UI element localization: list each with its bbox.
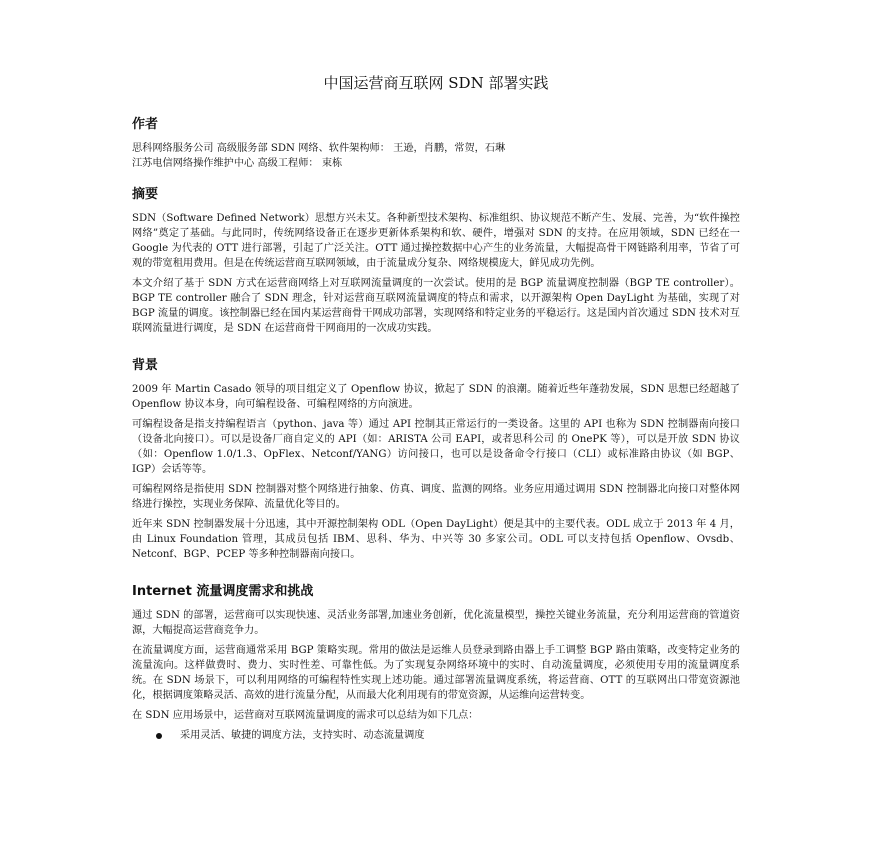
background-paragraph: 可编程网络是指使用 SDN 控制器对整个网络进行抽象、仿真、调度、监测的网络。业务应用通过调用 SDN 控制器北向接口对整体网络进行操控，实现业务保障、流量优化等目的。 — [132, 484, 740, 510]
list-item-text: 采用灵活、敏捷的调度方法，支持实时、动态流量调度 — [180, 730, 425, 741]
internet-heading: Internet 流量调度需求和挑战 — [132, 584, 314, 599]
background-paragraph: 2009 年 Martin Casado 领导的项目组定义了 Openflow 协议，掀起了 SDN 的浪潮。随着近些年蓬勃发展，SDN 思想已经超越了 Openflow 协议本身，向可编程设备、可编程网络的方向演进。 — [132, 384, 740, 410]
internet-paragraph: 在 SDN 应用场景中，运营商对互联网流量调度的需求可以总结为如下几点： — [132, 710, 479, 721]
bullet-icon — [156, 733, 162, 739]
internet-paragraph: 在流量调度方面，运营商通常采用 BGP 策略实现。常用的做法是运维人员登录到路由器上手工调整 BGP 路由策略，改变特定业务的流量流向。这样做费时、费力、实时性差、可靠性低。为了实现复杂网络环境中的实时、自动流量调度，必须使用专用的流量调度系统。在 SDN 场景下，可以利用网络的可编程特性实现上述功能。通过部署流量调度系统，将运营商、OTT 的互联网出口带宽资源池化，根据调度策略灵活、高效的进行流量分配，从而最大化利用现有的带宽资源，从运维向运营转变。 — [132, 645, 740, 701]
background-section — [132, 354, 740, 562]
abstract-heading: 摘要 — [132, 187, 159, 202]
requirements-list — [156, 728, 740, 743]
background-heading: 背景 — [132, 358, 159, 373]
author-line: 思科网络服务公司 高级服务部 SDN 网络、软件架构师： 王逊，肖鹏，常贺，石琳 — [132, 143, 506, 154]
list-item — [156, 728, 740, 743]
author-line: 江苏电信网络操作维护中心 高级工程师： 束栋 — [132, 158, 343, 169]
abstract-section — [132, 183, 740, 336]
internet-paragraph: 通过 SDN 的部署，运营商可以实现快速、灵活业务部署,加速业务创新，优化流量模型，操控关键业务流量，充分利用运营商的管道资源，大幅提高运营商竞争力。 — [132, 610, 740, 636]
abstract-paragraph: SDN（Software Defined Network）思想方兴未艾。各种新型技术架构、标准组织、协议规范不断产生、发展、完善，为“软件操控网络”奠定了基础。与此同时，传统网络设备正在逐步更新体系架构和软、硬件，增强对 SDN 的支持。在应用领域，SDN 已经在一 Google 为代表的 OTT 进行部署，引起了广泛关注。OTT 通过操控数据中心产生的业务流量，大幅提高骨干网链路利用率，节省了可观的带宽租用费用。但是在传统运营商互联网领域，由于流量成分复杂、网络规模庞大，鲜见成功先例。 — [132, 213, 740, 269]
background-paragraph: 可编程设备是指支持编程语言（python、java 等）通过 API 控制其正常运行的一类设备。这里的 API 也称为 SDN 控制器南向接口（设备北向接口）。可以是设备厂商自定义的 API（如：ARISTA 公司 EAPI，或者思科公司 的 OnePK 等），可以是开放 SDN 协议（如：Openflow 1.0/1.3、OpFlex、Netconf/YANG）访问接口，也可以是设备命令行接口（CLI）或标准路由协议（如 BGP、IGP）会话等等。 — [132, 419, 740, 475]
authors-heading: 作者 — [132, 117, 159, 132]
document-title: 中国运营商互联网 SDN 部署实践 — [323, 74, 549, 92]
internet-section — [132, 580, 740, 743]
abstract-paragraph: 本文介绍了基于 SDN 方式在运营商网络上对互联网流量调度的一次尝试。使用的是 BGP 流量调度控制器（BGP TE controller）。BGP TE controller 融合了 SDN 理念，针对运营商互联网流量调度的特点和需求，以开源架构 Open DayLight 为基础，实现了对 BGP 流量的调度。该控制器已经在国内某运营商骨干网成功部署，实现网络和特定业务的平稳运行。这是国内首次通过 SDN 技术对互联网流量进行调度，是 SDN 在运营商骨干网商用的一次成功实践。 — [132, 278, 740, 334]
background-paragraph: 近年来 SDN 控制器发展十分迅速，其中开源控制架构 ODL（Open DayLight）便是其中的主要代表。ODL 成立于 2013 年 4 月，由 Linux Foundation 管理，其成员包括 IBM、思科、华为、中兴等 30 多家公司。ODL 可以支持包括 Openflow、Ovsdb、Netconf、BGP、PCEP 等多种控制器南向接口。 — [132, 519, 740, 560]
authors-section — [132, 113, 740, 171]
